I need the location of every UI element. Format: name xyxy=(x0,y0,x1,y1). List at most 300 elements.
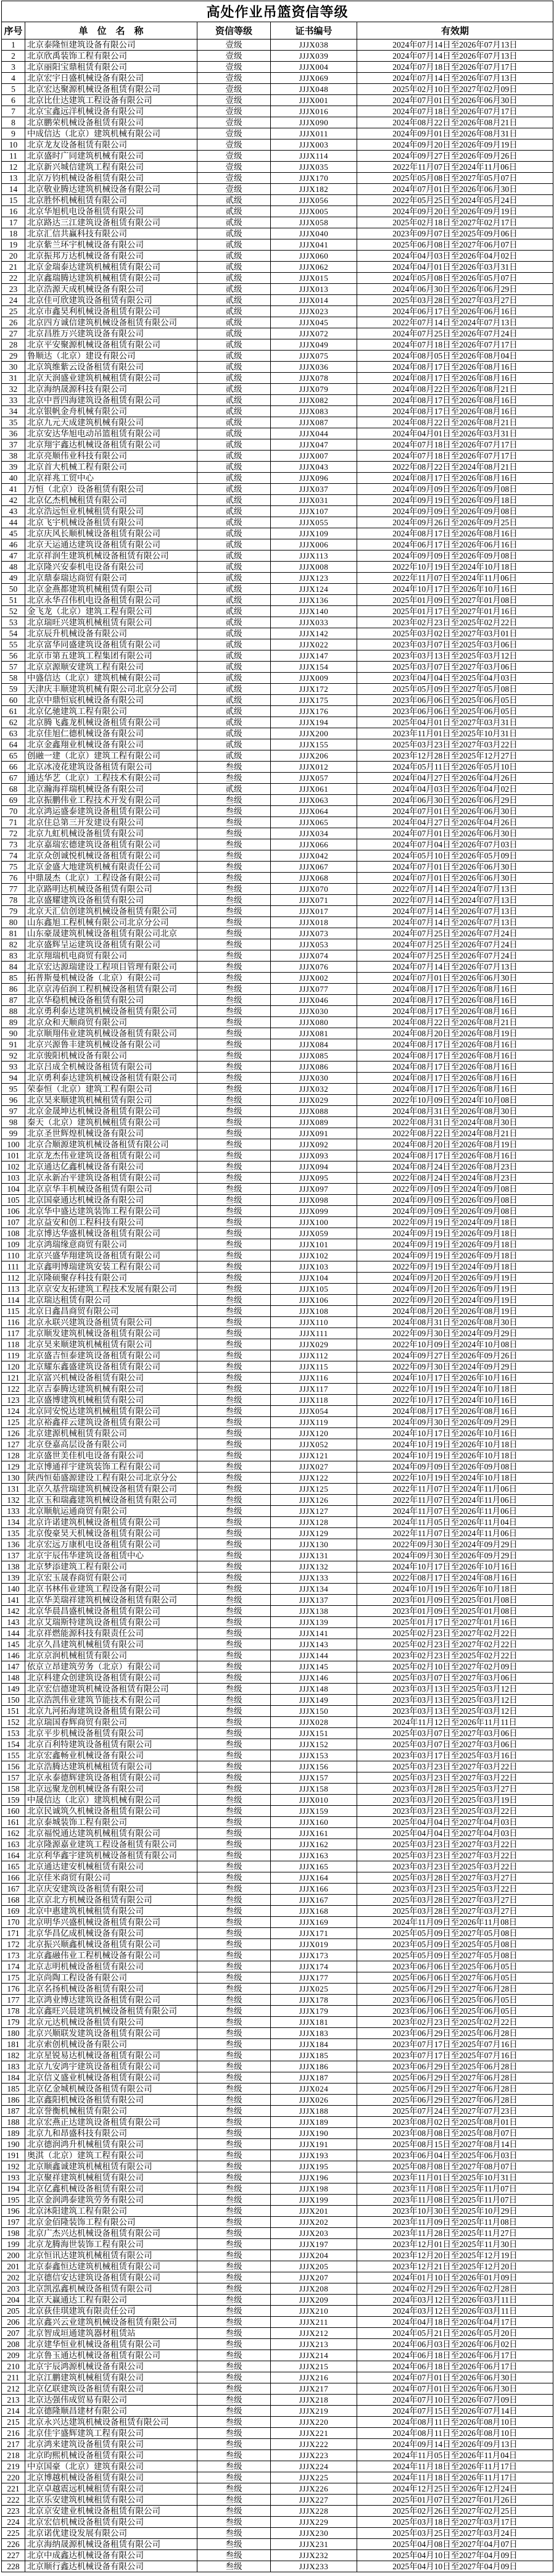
certificate-no-cell: JJJX091 xyxy=(271,1128,357,1139)
validity-cell: 2024年07月25日至2026年07月24日 xyxy=(357,950,553,962)
company-name-cell: 北京宏信德建筑机械设备租赁有限公司 xyxy=(25,1684,197,1695)
grade-cell: 叁级 xyxy=(197,773,271,784)
grade-cell: 叁级 xyxy=(197,1361,271,1373)
row-index-cell: 57 xyxy=(2,662,25,673)
certificate-no-cell: JJJX058 xyxy=(271,217,357,228)
certificate-no-cell: JJJX153 xyxy=(271,1750,357,1761)
company-name-cell: 北京广杰兴达机械设备租赁有限公司 xyxy=(25,2228,197,2239)
grade-cell: 贰级 xyxy=(197,750,271,762)
row-index-cell: 189 xyxy=(2,2128,25,2139)
certificate-no-cell: JJJX092 xyxy=(271,1139,357,1150)
table-row xyxy=(2,1395,553,1406)
table-row xyxy=(2,2128,553,2139)
company-name-cell: 北京京安建业机械设备租赁有限公司 xyxy=(25,2506,197,2517)
certificate-no-cell: JJJX095 xyxy=(271,1173,357,1184)
row-index-cell: 210 xyxy=(2,2361,25,2372)
row-index-cell: 132 xyxy=(2,1495,25,1506)
row-index-cell: 90 xyxy=(2,1028,25,1039)
row-index-cell: 193 xyxy=(2,2172,25,2183)
certificate-no-cell: JJJX202 xyxy=(271,2217,357,2228)
validity-cell: 2024年09月27日至2026年09月26日 xyxy=(357,1350,553,1361)
row-index-cell: 124 xyxy=(2,1406,25,1417)
certificate-no-cell: JJJX161 xyxy=(271,1828,357,1839)
grade-cell: 贰级 xyxy=(197,539,271,551)
table-row xyxy=(2,362,553,373)
validity-cell: 2022年11月07日至2024年11月06日 xyxy=(357,573,553,584)
company-name-cell: 北京鼎泰瑞达商贸有限公司 xyxy=(25,573,197,584)
certificate-no-cell: JJJX025 xyxy=(271,1984,357,1995)
validity-cell: 2024年11月05日至2026年11月04日 xyxy=(357,2450,553,2461)
table-row xyxy=(2,1495,553,1506)
certificate-no-cell: JJJX137 xyxy=(271,1595,357,1606)
grade-cell: 叁级 xyxy=(197,1395,271,1406)
grade-cell: 叁级 xyxy=(197,2150,271,2161)
validity-cell: 2023年02月23日至2025年02月22日 xyxy=(357,2017,553,2028)
grade-cell: 叁级 xyxy=(197,1117,271,1128)
row-index-cell: 2 xyxy=(2,51,25,62)
row-index-cell: 217 xyxy=(2,2439,25,2450)
validity-cell: 2025年01月17日至2027年01月16日 xyxy=(357,1617,553,1628)
validity-cell: 2022年09月19日至2024年09月18日 xyxy=(357,1217,553,1228)
row-index-cell: 175 xyxy=(2,1972,25,1984)
grade-cell: 叁级 xyxy=(197,2361,271,2372)
grade-cell: 贰级 xyxy=(197,728,271,739)
company-name-cell: 北京龙腾海世装饰工程有限公司 xyxy=(25,2239,197,2250)
table-row xyxy=(2,573,553,584)
row-index-cell: 116 xyxy=(2,1317,25,1328)
row-index-cell: 150 xyxy=(2,1695,25,1706)
validity-cell: 2024年10月19日至2026年10月18日 xyxy=(357,1584,553,1595)
validity-cell: 2024年06月17日至2026年06月16日 xyxy=(357,539,553,551)
certificate-no-cell: JJJX162 xyxy=(271,1839,357,1850)
row-index-cell: 208 xyxy=(2,2339,25,2350)
row-index-cell: 159 xyxy=(2,1795,25,1806)
certificate-no-cell: JJJX030 xyxy=(271,1006,357,1017)
row-index-cell: 215 xyxy=(2,2417,25,2428)
row-index-cell: 15 xyxy=(2,195,25,206)
certificate-no-cell: JJJX230 xyxy=(271,2528,357,2539)
company-name-cell: 北京昀熙机械设备租赁有限公司 xyxy=(25,2450,197,2461)
grade-cell: 叁级 xyxy=(197,1339,271,1350)
certificate-no-cell: JJJX089 xyxy=(271,1117,357,1128)
certificate-no-cell: JJJX149 xyxy=(271,1695,357,1706)
row-index-cell: 37 xyxy=(2,439,25,451)
row-index-cell: 126 xyxy=(2,1428,25,1439)
grade-cell: 叁级 xyxy=(197,817,271,828)
validity-cell: 2023年08月02日至2025年08月01日 xyxy=(357,2117,553,2128)
table-row xyxy=(2,873,553,884)
grade-cell: 叁级 xyxy=(197,1473,271,1484)
grade-cell: 叁级 xyxy=(197,2350,271,2361)
company-name-cell: 拓普斯曼机械设备（北京）有限公司 xyxy=(25,973,197,984)
company-name-cell: 北京元达机械设备租赁有限公司 xyxy=(25,2017,197,2028)
grade-cell: 贰级 xyxy=(197,395,271,406)
certificate-no-cell: JJJX083 xyxy=(271,406,357,417)
company-name-cell: 北京盛吉恒泰建筑设备租赁有限公司 xyxy=(25,1350,197,1361)
validity-cell: 2024年08月17日至2026年08月16日 xyxy=(357,1150,553,1161)
company-name-cell: 北京市第五建筑工程集团有限公司 xyxy=(25,650,197,662)
table-row xyxy=(2,817,553,828)
table-row xyxy=(2,1561,553,1573)
company-name-cell: 北京敬业腾达建筑机械设备有限公司 xyxy=(25,184,197,195)
grade-cell: 贰级 xyxy=(197,484,271,495)
company-name-cell: 秦天（北京）建筑机械租赁有限公司 xyxy=(25,1117,197,1128)
grade-cell: 贰级 xyxy=(197,784,271,795)
validity-cell: 2024年08月20日至2026年08月19日 xyxy=(357,1028,553,1039)
company-name-cell: 北京中成鑫达机械设备有限公司 xyxy=(25,2550,197,2561)
row-index-cell: 96 xyxy=(2,1095,25,1106)
grade-cell: 叁级 xyxy=(197,1517,271,1528)
grade-cell: 壹级 xyxy=(197,184,271,195)
validity-cell: 2023年12月01日至2025年11月30日 xyxy=(357,2239,553,2250)
company-name-cell: 北京京润机械租赁有限公司 xyxy=(25,1650,197,1661)
grade-cell: 贰级 xyxy=(197,273,271,284)
company-name-cell: 北京隆源嘉业建筑工程设备租赁有限公司 xyxy=(25,1839,197,1850)
company-name-cell: 北京玉和瑞鑫建筑机械设备租赁有限公司 xyxy=(25,1495,197,1506)
row-index-cell: 148 xyxy=(2,1672,25,1684)
validity-cell: 2024年08月20日至2026年08月19日 xyxy=(357,1139,553,1150)
grade-cell: 叁级 xyxy=(197,1772,271,1784)
validity-cell: 2023年04月04日至2025年04月03日 xyxy=(357,673,553,684)
certificate-no-cell: JJJX035 xyxy=(271,162,357,173)
row-index-cell: 59 xyxy=(2,684,25,695)
certificate-no-cell: JJJX122 xyxy=(271,1473,357,1484)
certificate-no-cell: JJJX163 xyxy=(271,1850,357,1861)
table-row xyxy=(2,1284,553,1295)
certificate-no-cell: JJJX055 xyxy=(271,517,357,528)
table-row xyxy=(2,2206,553,2217)
grade-cell: 叁级 xyxy=(197,2439,271,2450)
table-row xyxy=(2,917,553,928)
validity-cell: 2023年03月23日至2025年03月22日 xyxy=(357,1806,553,1817)
certificate-no-cell: JJJX141 xyxy=(271,1628,357,1639)
table-row xyxy=(2,1450,553,1461)
certificate-no-cell: JJJX218 xyxy=(271,2395,357,2406)
table-row xyxy=(2,117,553,128)
certificate-no-cell: JJJX022 xyxy=(271,639,357,650)
table-row xyxy=(2,828,553,839)
validity-cell: 2024年06月18日至2026年06月17日 xyxy=(357,2361,553,2372)
grade-cell: 叁级 xyxy=(197,1062,271,1073)
table-row xyxy=(2,2061,553,2072)
table-row xyxy=(2,1639,553,1650)
validity-cell: 2023年03月13日至2025年03月12日 xyxy=(357,650,553,662)
company-name-cell: 北京兴源鲁丰建筑机械设备有限公司 xyxy=(25,1039,197,1050)
company-name-cell: 北京耀东鑫盛建筑设备租赁有限公司 xyxy=(25,1361,197,1373)
grade-cell: 贰级 xyxy=(197,650,271,662)
certificate-no-cell: JJJX041 xyxy=(271,239,357,251)
company-name-cell: 北京许诺建筑机械设备租赁有限公司 xyxy=(25,1517,197,1528)
table-head xyxy=(2,1,553,39)
validity-cell: 2022年07月14日至2024年07月13日 xyxy=(357,895,553,906)
validity-cell: 2023年06月06日至2025年06月05日 xyxy=(357,695,553,706)
company-name-cell: 北京京安友拓建筑工程技术发展有限公司 xyxy=(25,1284,197,1295)
table-row xyxy=(2,1339,553,1350)
table-row xyxy=(2,839,553,850)
validity-cell: 2024年08月17日至2026年08月16日 xyxy=(357,373,553,384)
grade-cell: 叁级 xyxy=(197,1584,271,1595)
table-row xyxy=(2,2261,553,2272)
row-index-cell: 74 xyxy=(2,850,25,862)
validity-cell: 2023年06月29日至2025年06月28日 xyxy=(357,2061,553,2072)
grade-cell: 叁级 xyxy=(197,1495,271,1506)
validity-cell: 2022年09月19日至2024年09月18日 xyxy=(357,1261,553,1273)
grade-cell: 叁级 xyxy=(197,1228,271,1239)
row-index-cell: 152 xyxy=(2,1717,25,1728)
company-name-cell: 北京顺翔伟业建筑机械设备租赁有限公司 xyxy=(25,1028,197,1039)
grade-cell: 叁级 xyxy=(197,1750,271,1761)
table-row xyxy=(2,884,553,895)
certificate-no-cell: JJJX213 xyxy=(271,2339,357,2350)
validity-cell: 2024年07月14日至2026年07月13日 xyxy=(357,906,553,917)
validity-cell: 2024年10月17日至2026年10月16日 xyxy=(357,1561,553,1573)
grade-cell: 叁级 xyxy=(197,1350,271,1361)
row-index-cell: 145 xyxy=(2,1639,25,1650)
validity-cell: 2022年10月09日至2024年10月08日 xyxy=(357,1339,553,1350)
row-index-cell: 69 xyxy=(2,795,25,806)
table-row xyxy=(2,795,553,806)
certificate-no-cell: JJJX086 xyxy=(271,1062,357,1073)
grade-cell: 贰级 xyxy=(197,517,271,528)
table-row xyxy=(2,1750,553,1761)
company-name-cell: 北京誉衡机械租赁有限公司 xyxy=(25,2106,197,2117)
certificate-no-cell: JJJX125 xyxy=(271,1484,357,1495)
row-index-cell: 16 xyxy=(2,206,25,217)
grade-cell: 叁级 xyxy=(197,2095,271,2106)
grade-cell: 叁级 xyxy=(197,884,271,895)
grade-cell: 叁级 xyxy=(197,1006,271,1017)
company-name-cell: 北京宏信机械设备租赁有限公司 xyxy=(25,2517,197,2528)
row-index-cell: 14 xyxy=(2,184,25,195)
grade-cell: 壹级 xyxy=(197,84,271,95)
table-row xyxy=(2,2417,553,2428)
validity-cell: 2022年11月07日至2024年11月06日 xyxy=(357,1484,553,1495)
row-index-cell: 4 xyxy=(2,73,25,84)
table-row xyxy=(2,106,553,117)
table-row xyxy=(2,2406,553,2417)
table-row xyxy=(2,2139,553,2150)
grade-cell: 叁级 xyxy=(197,1528,271,1539)
certificate-no-cell: JJJX197 xyxy=(271,2239,357,2250)
company-name-cell: 北京祥润生建筑机械设备租赁有限公司 xyxy=(25,551,197,562)
row-index-cell: 36 xyxy=(2,428,25,439)
row-index-cell: 187 xyxy=(2,2106,25,2117)
certificate-no-cell: JJJX130 xyxy=(271,1539,357,1550)
certificate-no-cell: JJJX042 xyxy=(271,850,357,862)
validity-cell: 2023年11月28日至2025年11月27日 xyxy=(357,2228,553,2239)
company-name-cell: 北京合顺源建筑机械设备租赁有限公司 xyxy=(25,1139,197,1150)
table-row xyxy=(2,750,553,762)
grade-cell: 叁级 xyxy=(197,1717,271,1728)
company-name-cell: 北京鲁玉通达机械设备租赁有限公司 xyxy=(25,2350,197,2361)
row-index-cell: 137 xyxy=(2,1550,25,1561)
table-row xyxy=(2,2561,553,2572)
table-row xyxy=(2,1595,553,1606)
row-index-cell: 104 xyxy=(2,1184,25,1195)
company-name-cell: 北京鑫兴云业建筑机械设备租赁有限公司 xyxy=(25,2317,197,2328)
validity-cell: 2023年05月09日至2025年05月08日 xyxy=(357,1939,553,1950)
validity-cell: 2025年03月23日至2027年03月22日 xyxy=(357,1772,553,1784)
validity-cell: 2022年07月14日至2024年07月13日 xyxy=(357,317,553,328)
table-row xyxy=(2,2228,553,2239)
grade-cell: 叁级 xyxy=(197,1239,271,1250)
validity-cell: 2025年03月28日至2027年03月27日 xyxy=(357,295,553,306)
row-index-cell: 103 xyxy=(2,1173,25,1184)
table-row xyxy=(2,284,553,295)
grade-cell: 叁级 xyxy=(197,2072,271,2084)
certificate-no-cell: JJJX157 xyxy=(271,1772,357,1784)
company-name-cell: 北京紫兰环宇机械设备有限公司 xyxy=(25,239,197,251)
table-row xyxy=(2,1728,553,1739)
company-name-cell: 北京佳米商贸有限公司 xyxy=(25,1872,197,1884)
table-row xyxy=(2,406,553,417)
company-name-cell: 北京国豪通达机械设备有限公司 xyxy=(25,1195,197,1206)
certificate-no-cell: JJJX075 xyxy=(271,351,357,362)
row-index-cell: 28 xyxy=(2,339,25,351)
certificate-no-cell: JJJX097 xyxy=(271,1184,357,1195)
grade-cell: 叁级 xyxy=(197,1684,271,1695)
table-row xyxy=(2,717,553,728)
validity-cell: 2023年11月01日至2025年10月31日 xyxy=(357,2172,553,2183)
company-name-cell: 北京金润鸿泰建筑劳务有限公司 xyxy=(25,2195,197,2206)
grade-cell: 叁级 xyxy=(197,1384,271,1395)
company-name-cell: 万恒（北京）设备租赁有限公司 xyxy=(25,484,197,495)
certificate-no-cell: JJJX225 xyxy=(271,2472,357,2483)
certificate-no-cell: JJJX215 xyxy=(271,2361,357,2372)
validity-cell: 2024年09月20日至2026年09月19日 xyxy=(357,206,553,217)
company-name-cell: 中鼎晟杰（北京）工程设备有限公司 xyxy=(25,873,197,884)
company-name-cell: 中成信达（北京）建筑机械有限公司 xyxy=(25,128,197,139)
validity-cell: 2023年12月21日至2025年12月20日 xyxy=(357,2261,553,2272)
certificate-no-cell: JJJX175 xyxy=(271,695,357,706)
company-name-cell: 北京亿鑫机械设备租赁有限公司 xyxy=(25,2183,197,2195)
company-name-cell: 北京富兴机械设备租赁有限公司 xyxy=(25,1373,197,1384)
grade-cell: 叁级 xyxy=(197,2461,271,2472)
validity-cell: 2024年08月11日至2026年08月10日 xyxy=(357,2428,553,2439)
certificate-no-cell: JJJX017 xyxy=(271,906,357,917)
company-name-cell: 北京兴盛华翔建筑设备租赁有限公司 xyxy=(25,1250,197,1261)
grade-cell: 叁级 xyxy=(197,1950,271,1961)
certificate-no-cell: JJJX132 xyxy=(271,1561,357,1573)
table-row xyxy=(2,2150,553,2161)
certificate-no-cell: JJJX167 xyxy=(271,1895,357,1906)
row-index-cell: 100 xyxy=(2,1139,25,1150)
grade-cell: 贰级 xyxy=(197,617,271,628)
validity-cell: 2024年07月04日至2026年07月03日 xyxy=(357,839,553,850)
table-row xyxy=(2,2361,553,2372)
grade-cell: 叁级 xyxy=(197,2428,271,2439)
certificate-no-cell: JJJX119 xyxy=(271,1417,357,1428)
company-name-cell: 北京瑞国春辉商贸有限公司 xyxy=(25,1717,197,1728)
grade-cell: 壹级 xyxy=(197,117,271,128)
row-index-cell: 73 xyxy=(2,839,25,850)
validity-cell: 2024年07月01日至2026年06月30日 xyxy=(357,973,553,984)
table-row xyxy=(2,1117,553,1128)
company-name-cell: 北京瑞达租赁有限公司 xyxy=(25,1295,197,1306)
table-row xyxy=(2,1439,553,1450)
company-name-cell: 北京海纳晟源机械设备租赁有限公司 xyxy=(25,2539,197,2550)
grade-cell: 叁级 xyxy=(197,1806,271,1817)
certificate-no-cell: JJJX011 xyxy=(271,128,357,139)
certificate-no-cell: JJJX110 xyxy=(271,1317,357,1328)
row-index-cell: 204 xyxy=(2,2295,25,2306)
validity-cell: 2024年04月03日至2026年04月02日 xyxy=(357,784,553,795)
certificate-no-cell: JJJX138 xyxy=(271,1606,357,1617)
table-row xyxy=(2,195,553,206)
grade-cell: 贰级 xyxy=(197,262,271,273)
grade-cell: 叁级 xyxy=(197,2239,271,2250)
company-name-cell: 北京江鹏建筑机械租赁有限公司 xyxy=(25,2372,197,2383)
company-name-cell: 北京盛世美佳机电设备有限公司 xyxy=(25,1450,197,1461)
row-index-cell: 228 xyxy=(2,2561,25,2572)
row-index-cell: 92 xyxy=(2,1050,25,1062)
validity-cell: 2024年06月18日至2026年06月17日 xyxy=(357,2350,553,2361)
table-row xyxy=(2,2183,553,2195)
certificate-no-cell: JJJX200 xyxy=(271,728,357,739)
validity-cell: 2022年09月30日至2024年09月29日 xyxy=(357,1328,553,1339)
company-name-cell: 北京隆硕聚存科技有限公司 xyxy=(25,1273,197,1284)
certificate-no-cell: JJJX052 xyxy=(271,1439,357,1450)
validity-cell: 2024年05月10日至2026年05月09日 xyxy=(357,850,553,862)
grade-cell: 叁级 xyxy=(197,1795,271,1806)
table-row xyxy=(2,417,553,428)
certificate-no-cell: JJJX160 xyxy=(271,1817,357,1828)
row-index-cell: 62 xyxy=(2,717,25,728)
row-index-cell: 61 xyxy=(2,706,25,717)
row-index-cell: 212 xyxy=(2,2383,25,2395)
row-index-cell: 38 xyxy=(2,451,25,462)
table-row xyxy=(2,184,553,195)
row-index-cell: 136 xyxy=(2,1539,25,1550)
table-row xyxy=(2,850,553,862)
validity-cell: 2024年07月25日至2026年07月24日 xyxy=(357,928,553,939)
row-index-cell: 183 xyxy=(2,2061,25,2072)
table-row xyxy=(2,1406,553,1417)
company-name-cell: 北京中惠建筑机械租赁有限公司 xyxy=(25,1906,197,1917)
company-name-cell: 北京鸿来建筑设备租赁有限公司 xyxy=(25,2439,197,2450)
row-index-cell: 85 xyxy=(2,973,25,984)
validity-cell: 2023年03月13日至2025年03月12日 xyxy=(357,1684,553,1695)
table-row xyxy=(2,1139,553,1150)
grade-cell: 贰级 xyxy=(197,595,271,606)
row-index-cell: 143 xyxy=(2,1617,25,1628)
validity-cell: 2023年06月06日至2025年06月05日 xyxy=(357,2006,553,2017)
table-row xyxy=(2,762,553,773)
certificate-no-cell: JJJX124 xyxy=(271,584,357,595)
certificate-no-cell: JJJX182 xyxy=(271,184,357,195)
grade-cell: 叁级 xyxy=(197,1417,271,1428)
certificate-no-cell: JJJX059 xyxy=(271,1228,357,1239)
grade-cell: 叁级 xyxy=(197,2450,271,2461)
row-index-cell: 123 xyxy=(2,1395,25,1406)
certificate-no-cell: JJJX060 xyxy=(271,251,357,262)
company-name-cell: 北京亿驰建筑工程有限公司 xyxy=(25,706,197,717)
row-index-cell: 26 xyxy=(2,317,25,328)
table-row xyxy=(2,273,553,284)
grade-cell: 叁级 xyxy=(197,2550,271,2561)
row-index-cell: 64 xyxy=(2,739,25,750)
row-index-cell: 130 xyxy=(2,1473,25,1484)
row-index-cell: 127 xyxy=(2,1439,25,1450)
certificate-no-cell: JJJX003 xyxy=(271,139,357,151)
validity-cell: 2024年09月01日至2026年08月31日 xyxy=(357,128,553,139)
validity-cell: 2023年11月08日至2025年11月07日 xyxy=(357,2195,553,2206)
grade-cell: 叁级 xyxy=(197,2495,271,2506)
row-index-cell: 45 xyxy=(2,528,25,539)
validity-cell: 2024年08月17日至2026年08月16日 xyxy=(357,1062,553,1073)
table-row xyxy=(2,2528,553,2539)
certificate-no-cell: JJJX029 xyxy=(271,1339,357,1350)
